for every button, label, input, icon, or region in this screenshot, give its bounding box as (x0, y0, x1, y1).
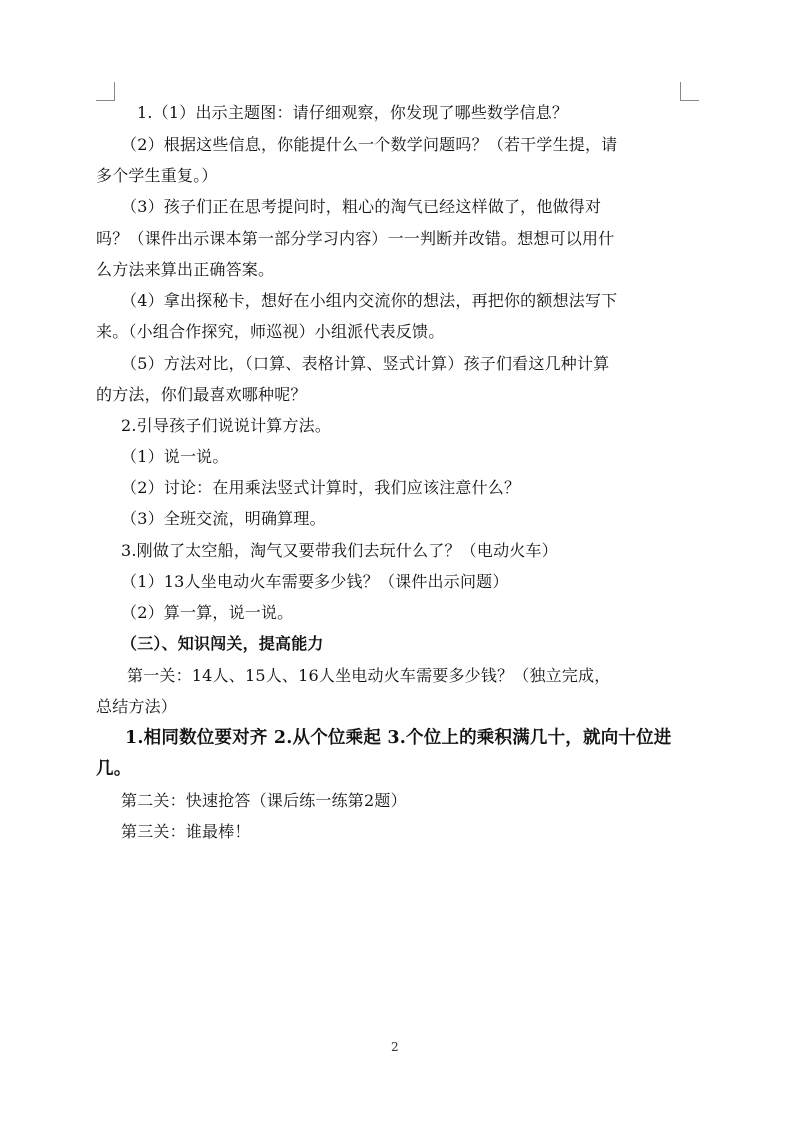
paragraph-line: （5）方法对比，（口算、表格计算、竖式计算）孩子们看这几种计算 (121, 354, 610, 373)
paragraph-line: （2）根据这些信息，你能提什么一个数学问题吗？（若干学生提，请 (121, 135, 618, 154)
paragraph-line: 第二关：快速抢答（课后练一练第2题） (121, 791, 407, 810)
paragraph-line: （2）算一算，说一说。 (121, 603, 294, 622)
page-number: 2 (391, 1040, 399, 1054)
paragraph-line: （4）拿出探秘卡，想好在小组内交流你的想法，再把你的额想法写下 (121, 291, 618, 310)
paragraph-line: 2.引导孩子们说说计算方法。 (121, 416, 332, 435)
paragraph-line: （1）13人坐电动火车需要多少钱？（课件出示问题） (121, 572, 509, 591)
paragraph-line: 第三关：谁最棒！ (121, 822, 251, 841)
paragraph-line: 多个学生重复。） (96, 166, 218, 185)
paragraph-line: 第一关：14人、15人、16人坐电动火车需要多少钱？（独立完成， (127, 666, 611, 685)
paragraph-line: （3）全班交流，明确算理。 (121, 509, 326, 528)
paragraph-line: （3）孩子们正在思考提问时，粗心的淘气已经这样做了，他做得对 (121, 197, 602, 216)
paragraph-line: （1）说一说。 (121, 447, 229, 466)
emphasis-line: 1.相同数位要对齐 2.从个位乘起 3.个位上的乘积满几十，就向十位进 (125, 728, 672, 748)
paragraph-line: 总结方法） (96, 697, 178, 716)
paragraph-line: 吗？（课件出示课本第一部分学习内容）一一判断并改错。想想可以用什 (96, 229, 615, 248)
paragraph-line: （2）讨论：在用乘法竖式计算时，我们应该注意什么？ (121, 478, 521, 497)
emphasis-line: 几。 (96, 759, 132, 779)
paragraph-line: 3.刚做了太空船，淘气又要带我们去玩什么了？（电动火车） (121, 541, 558, 560)
paragraph-line: 来。（小组合作探究，师巡视）小组派代表反馈。 (96, 322, 445, 341)
margin-corner-mark-left (96, 82, 115, 101)
paragraph-line: 1.（1）出示主题图：请仔细观察，你发现了哪些数学信息？ (137, 103, 569, 122)
paragraph-line: 的方法，你们最喜欢哪种呢？ (96, 385, 307, 404)
section-heading: （三）、知识闯关，提高能力 (121, 634, 324, 653)
margin-corner-mark-right (680, 82, 699, 101)
paragraph-line: 么方法来算出正确答案。 (96, 260, 275, 279)
